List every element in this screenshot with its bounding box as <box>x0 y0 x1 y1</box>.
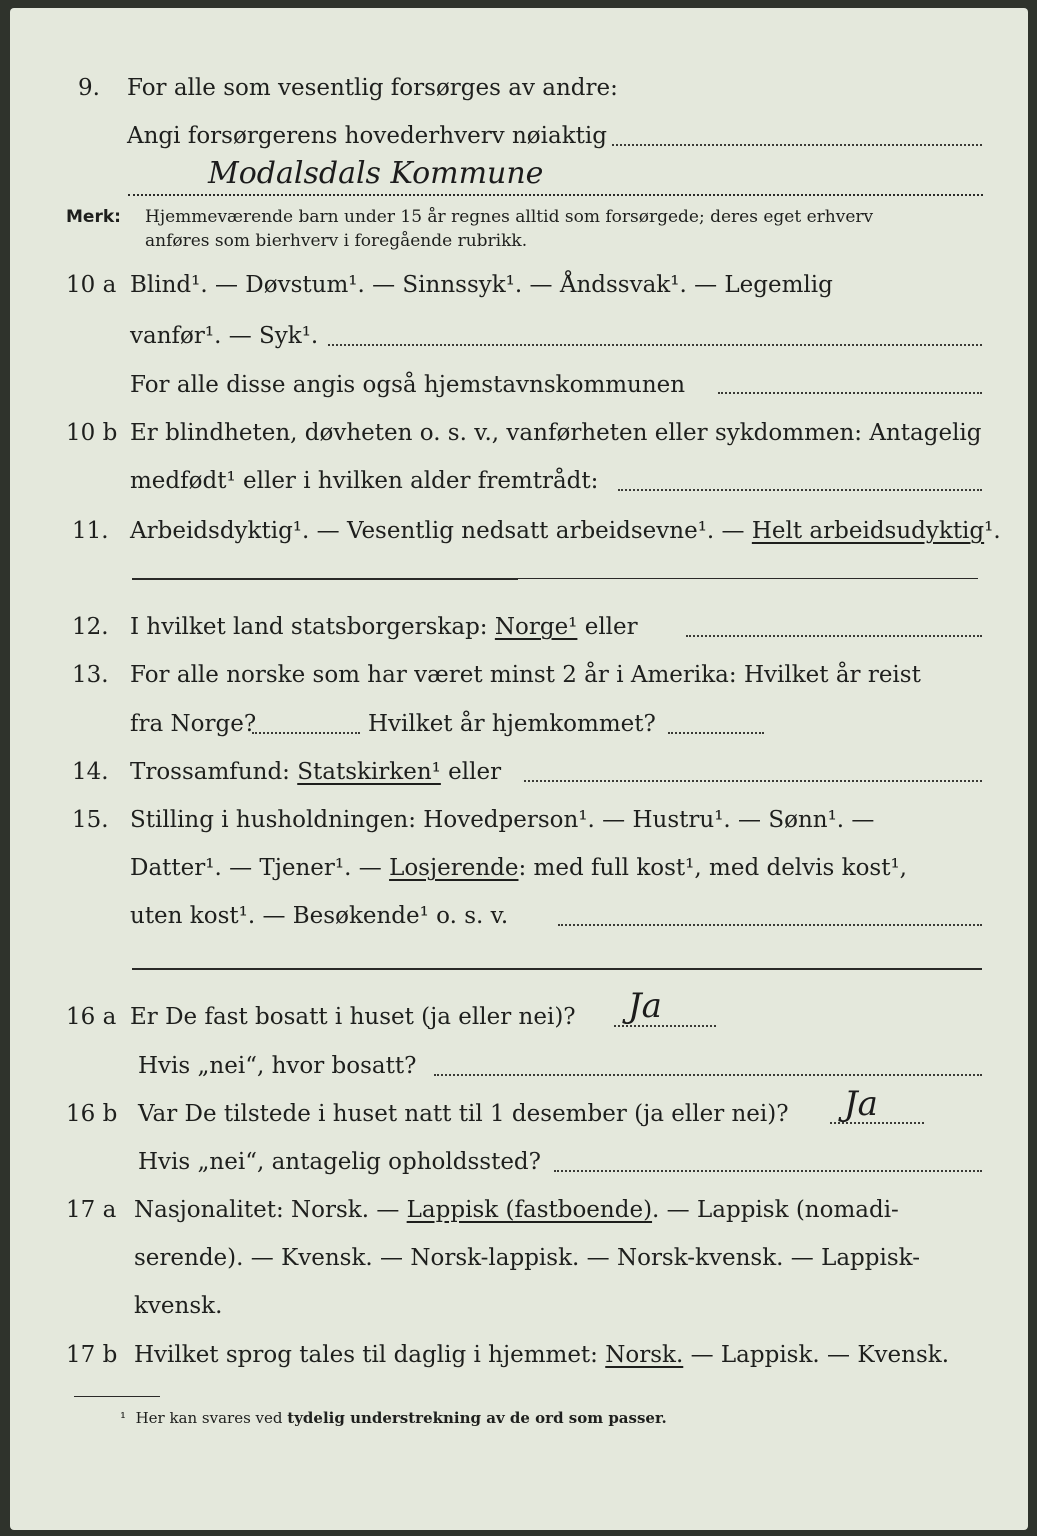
q10a-line1: Blind¹. — Døvstum¹. — Sinnssyk¹. — Åndssvak¹. — Legemlig <box>130 272 833 298</box>
footnote-rule <box>74 1396 160 1397</box>
q14-question: Trossamfund: <box>130 759 298 785</box>
q16a-handwritten-answer: Ja <box>628 986 662 1026</box>
item-number-17b: 17 b <box>66 1342 118 1368</box>
q11-footnote-mark: ¹. <box>984 518 1001 544</box>
item-number-10b: 10 b <box>66 420 118 446</box>
q17b-question: Hvilket sprog tales til daglig i hjemmet: <box>134 1342 606 1368</box>
q17b-line1 <box>134 1340 949 1370</box>
item-number-14: 14. <box>72 759 109 785</box>
merk-line1: Hjemmeværende barn under 15 år regnes alltid som forsørgede; deres eget erhverv <box>145 207 874 227</box>
q10a-hjemstavn-line[interactable] <box>718 392 982 394</box>
q17a-line1 <box>134 1195 899 1225</box>
q16b-line1: Var De tilstede i huset natt til 1 desember (ja eller nei)? <box>138 1101 789 1127</box>
q17b-options-end: — Lappisk. — Kvensk. <box>683 1342 950 1368</box>
q16a-line2: Hvis „nei“, hvor bosatt? <box>138 1053 417 1079</box>
item-number-12: 12. <box>72 614 109 640</box>
q17a-line3: kvensk. <box>134 1293 223 1319</box>
q9-answer-line-2[interactable] <box>128 194 983 196</box>
item-number-15: 15. <box>72 807 109 833</box>
q9-handwritten-answer: Modalsdals Kommune <box>208 156 544 191</box>
footnote-mark: ¹ <box>120 1409 127 1427</box>
item-number-11: 11. <box>72 518 109 544</box>
q12-answer-line[interactable] <box>686 635 982 637</box>
q10a-answer-line[interactable] <box>328 344 982 346</box>
q12-text <box>130 612 638 642</box>
q12-underlined-answer: Norge¹ <box>494 614 578 640</box>
q16b-handwritten-answer: Ja <box>844 1084 878 1124</box>
q10b-line1: Er blindheten, døvheten o. s. v., vanførheten eller sykdommen: Antagelig <box>130 420 982 446</box>
q14-answer-line[interactable] <box>524 780 982 782</box>
item-number-10a: 10 a <box>66 272 117 298</box>
q16b-line2: Hvis „nei“, antagelig opholdssted? <box>138 1149 541 1175</box>
q15-underlined-answer: Losjerende <box>389 855 519 881</box>
footnote <box>120 1408 667 1428</box>
q15-line2-end: : med full kost¹, med delvis kost¹, <box>518 855 907 881</box>
q15-line3: uten kost¹. — Besøkende¹ o. s. v. <box>130 903 509 929</box>
q13-line1: For alle norske som har været minst 2 år i Amerika: Hvilket år reist <box>130 662 921 688</box>
item-number-9: 9. <box>78 75 100 101</box>
q11-text <box>130 516 1001 546</box>
q13-line2b: Hvilket år hjemkommet? <box>368 711 656 737</box>
item-number-13: 13. <box>72 662 109 688</box>
q10a-line3: For alle disse angis også hjemstavnskommunen <box>130 372 686 398</box>
q13-line2a: fra Norge? <box>130 711 257 737</box>
footnote-bold-text: tydelig understrekning av de ord som passer. <box>287 1409 667 1427</box>
separator-1-right <box>518 578 978 579</box>
q12-eller: eller <box>577 614 638 640</box>
q16b-answer-line[interactable] <box>830 1122 924 1124</box>
q17a-line1-start: Nasjonalitet: Norsk. — <box>134 1197 407 1223</box>
q14-eller: eller <box>440 759 502 785</box>
q10b-line2: medfødt¹ eller i hvilken alder fremtrådt: <box>130 468 599 494</box>
q15-answer-line[interactable] <box>558 924 982 926</box>
q10b-answer-line[interactable] <box>618 489 982 491</box>
item-number-16b: 16 b <box>66 1101 118 1127</box>
footnote-text: Her kan svares ved <box>135 1409 288 1427</box>
q10a-line2: vanfør¹. — Syk¹. <box>130 323 319 349</box>
q14-underlined-answer: Statskirken¹ <box>297 759 441 785</box>
q17a-line2: serende). — Kvensk. — Norsk-lappisk. — Norsk-kvensk. — Lappisk- <box>134 1245 920 1271</box>
item-number-16a: 16 a <box>66 1004 117 1030</box>
q14-text <box>130 757 501 787</box>
separator-1-left <box>132 578 518 580</box>
q12-question: I hvilket land statsborgerskap: <box>130 614 495 640</box>
q16a-bosatt-answer-line[interactable] <box>434 1074 982 1076</box>
item-number-17a: 17 a <box>66 1197 117 1223</box>
q9-answer-line-1[interactable] <box>612 144 982 146</box>
q17b-underlined-answer: Norsk. <box>605 1342 684 1368</box>
q11-options: Arbeidsdyktig¹. — Vesentlig nedsatt arbeidsevne¹. — <box>130 518 752 544</box>
q13-hjemkommet-answer-line[interactable] <box>668 732 764 734</box>
merk-line2: anføres som bierhverv i foregående rubrikk. <box>145 231 528 251</box>
q17a-line1-end: . — Lappisk (nomadi- <box>652 1197 899 1223</box>
separator-2 <box>132 968 982 970</box>
merk-label: Merk: <box>66 207 121 227</box>
q16a-answer-line[interactable] <box>614 1025 716 1027</box>
q15-line2-start: Datter¹. — Tjener¹. — <box>130 855 390 881</box>
q9-line1: For alle som vesentlig forsørges av andre: <box>127 75 618 101</box>
q11-underlined-answer: Helt arbeidsudyktig <box>751 518 985 544</box>
q15-line2 <box>130 853 907 883</box>
q17a-underlined-answer: Lappisk (fastboende) <box>406 1197 653 1223</box>
q9-line2: Angi forsørgerens hovederhverv nøiaktig <box>127 123 607 149</box>
q16a-line1: Er De fast bosatt i huset (ja eller nei)? <box>130 1004 576 1030</box>
census-form-page <box>10 8 1028 1530</box>
q13-reist-answer-line[interactable] <box>252 732 360 734</box>
q16b-opholdssted-answer-line[interactable] <box>554 1170 982 1172</box>
q15-line1: Stilling i husholdningen: Hovedperson¹. — Hustru¹. — Sønn¹. — <box>130 807 875 833</box>
